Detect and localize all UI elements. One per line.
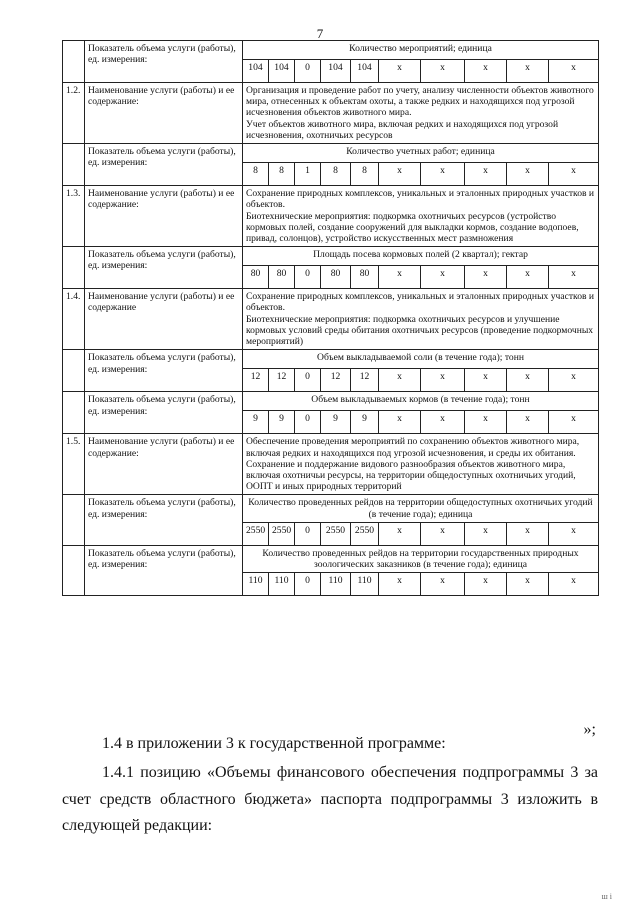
value-cell: x — [507, 411, 549, 434]
indicator-label: Показатель объема услуги (работы), ед. измерения: — [85, 247, 243, 289]
indicator-label: Показатель объема услуги (работы), ед. измерения: — [85, 392, 243, 434]
value-cell: 80 — [321, 266, 351, 289]
row-number-empty — [63, 350, 85, 392]
value-cell: x — [379, 411, 421, 434]
indicator-label: Показатель объема услуги (работы), ед. измерения: — [85, 350, 243, 392]
value-cell: x — [421, 411, 465, 434]
indicator-header: Количество учетных работ; единица — [243, 144, 599, 163]
indicator-label: Показатель объема услуги (работы), ед. измерения: — [85, 144, 243, 186]
value-cell: x — [421, 266, 465, 289]
indicator-label: Показатель объема услуги (работы), ед. измерения: — [85, 545, 243, 595]
value-cell: 12 — [321, 369, 351, 392]
service-name-row — [63, 83, 599, 144]
indicator-header: Площадь посева кормовых полей (2 квартал); гектар — [243, 247, 599, 266]
value-cell: 0 — [295, 411, 321, 434]
value-cell: 9 — [269, 411, 295, 434]
indicator-header: Объем выкладываемых кормов (в течение года); тонн — [243, 392, 599, 411]
value-cell: x — [549, 522, 599, 545]
indicator-label: Показатель объема услуги (работы), ед. измерения: — [85, 41, 243, 83]
value-cell: 104 — [243, 60, 269, 83]
row-number-empty — [63, 247, 85, 289]
paragraph-appendix-3: 1.4 в приложении 3 к государственной программе: — [102, 735, 446, 752]
value-cell: x — [379, 369, 421, 392]
row-number: 1.5. — [63, 434, 85, 495]
row-number-empty — [63, 392, 85, 434]
value-cell: x — [507, 522, 549, 545]
service-name-label: Наименование услуги (работы) и ее содержание — [85, 289, 243, 350]
value-cell: x — [465, 60, 507, 83]
service-volume-table — [62, 40, 599, 596]
footer-mark: ш і — [601, 892, 612, 901]
value-cell: 110 — [321, 573, 351, 596]
value-cell: x — [465, 266, 507, 289]
row-number — [63, 41, 85, 83]
value-cell: x — [549, 266, 599, 289]
service-content: Обеспечение проведения мероприятий по сохранению объектов животного мира, включая редких и находящихся под угрозой исчезновения, и среды их обитания. Сохранение и поддержание видового разнообразия объектов животного мира, включая охотничьи ресурсы, на территории общедоступных охотничьих угодий, ООПТ и иных природных территорий — [243, 434, 599, 495]
value-cell: 2550 — [243, 522, 269, 545]
value-cell: x — [507, 163, 549, 186]
indicator-header: Объем выкладываемой соли (в течение года); тонн — [243, 350, 599, 369]
value-cell: 2550 — [321, 522, 351, 545]
row-number: 1.2. — [63, 83, 85, 144]
row-number-empty — [63, 545, 85, 595]
value-cell: 104 — [321, 60, 351, 83]
value-cell: 80 — [243, 266, 269, 289]
value-cell: 80 — [269, 266, 295, 289]
value-cell: x — [379, 266, 421, 289]
value-cell: 8 — [269, 163, 295, 186]
value-cell: x — [465, 163, 507, 186]
indicator-header-row — [63, 144, 599, 163]
value-cell: x — [379, 522, 421, 545]
value-cell: 1 — [295, 163, 321, 186]
value-cell: 9 — [321, 411, 351, 434]
service-name-label: Наименование услуги (работы) и ее содержание: — [85, 83, 243, 144]
service-name-row — [63, 289, 599, 350]
value-cell: 2550 — [269, 522, 295, 545]
value-cell: 8 — [321, 163, 351, 186]
value-cell: 110 — [269, 573, 295, 596]
indicator-header-row — [63, 247, 599, 266]
value-cell: 0 — [295, 369, 321, 392]
service-content: Организация и проведение работ по учету, анализу численности объектов животного мира, отнесенных к объектам охоты, а также редких и находящихся под угрозой исчезновения объектов животного мира. Учет объектов животного мира, включая редких и находящихся под угрозой исчезновения, охотничьих ресурсов — [243, 83, 599, 144]
value-cell: 12 — [351, 369, 379, 392]
value-cell: x — [507, 60, 549, 83]
value-cell: 110 — [351, 573, 379, 596]
value-cell: 12 — [269, 369, 295, 392]
service-name-label: Наименование услуги (работы) и ее содержание: — [85, 434, 243, 495]
service-content: Сохранение природных комплексов, уникальных и эталонных природных участков и объектов. Биотехнические мероприятия: подкормка охотничьих ресурсов и улучшение кормовых условий среды обитания охотничьих ресурсов (проведение подкормочных мероприятий) — [243, 289, 599, 350]
service-name-row — [63, 186, 599, 247]
value-cell: 80 — [351, 266, 379, 289]
indicator-header: Количество проведенных рейдов на территории общедоступных охотничьих угодий (в течение года); единица — [243, 495, 599, 522]
value-cell: 9 — [243, 411, 269, 434]
value-cell: x — [507, 369, 549, 392]
value-cell: x — [465, 411, 507, 434]
service-content: Сохранение природных комплексов, уникальных и эталонных природных участков и объектов. Биотехнические мероприятия: подкормка охотничьих ресурсов (устройство кормовых полей, создание сооружений для выкладки кормов, создание водопоев, привад, солонцов), устройство искусственных мест размножения — [243, 186, 599, 247]
row-number-empty — [63, 144, 85, 186]
value-cell: x — [465, 573, 507, 596]
value-cell: 0 — [295, 266, 321, 289]
value-cell: x — [421, 522, 465, 545]
value-cell: 8 — [351, 163, 379, 186]
indicator-header-row — [63, 41, 599, 60]
value-cell: 0 — [295, 60, 321, 83]
value-cell: 9 — [351, 411, 379, 434]
row-number: 1.4. — [63, 289, 85, 350]
value-cell: x — [421, 573, 465, 596]
value-cell: 12 — [243, 369, 269, 392]
value-cell: x — [379, 60, 421, 83]
value-cell: x — [421, 163, 465, 186]
row-number-empty — [63, 495, 85, 545]
value-cell: x — [421, 369, 465, 392]
value-cell: x — [465, 522, 507, 545]
value-cell: x — [549, 163, 599, 186]
value-cell: x — [379, 573, 421, 596]
value-cell: 104 — [351, 60, 379, 83]
value-cell: 2550 — [351, 522, 379, 545]
value-cell: x — [507, 573, 549, 596]
value-cell: x — [549, 369, 599, 392]
row-number: 1.3. — [63, 186, 85, 247]
value-cell: 0 — [295, 522, 321, 545]
indicator-header: Количество мероприятий; единица — [243, 41, 599, 60]
value-cell: x — [549, 411, 599, 434]
value-cell: 110 — [243, 573, 269, 596]
indicator-header: Количество проведенных рейдов на территории государственных природных зоологических заказников (в течение года); единица — [243, 545, 599, 572]
value-cell: x — [465, 369, 507, 392]
paragraph-subprogram-3-financing: 1.4.1 позицию «Объемы финансового обеспечения подпрограммы 3 за счет средств областного бюджета» паспорта подпрограммы 3 изложить в следующей редакции: — [62, 764, 598, 835]
value-cell: 104 — [269, 60, 295, 83]
value-cell: 0 — [295, 573, 321, 596]
closing-quote-mark: »; — [583, 721, 596, 738]
indicator-header-row — [63, 545, 599, 572]
indicator-header-row — [63, 392, 599, 411]
value-cell: x — [421, 60, 465, 83]
value-cell: x — [379, 163, 421, 186]
page-number: 7 — [316, 26, 324, 41]
value-cell: 8 — [243, 163, 269, 186]
value-cell: x — [549, 60, 599, 83]
indicator-header-row — [63, 350, 599, 369]
indicator-header-row — [63, 495, 599, 522]
value-cell: x — [549, 573, 599, 596]
indicator-label: Показатель объема услуги (работы), ед. измерения: — [85, 495, 243, 545]
service-name-label: Наименование услуги (работы) и ее содержание: — [85, 186, 243, 247]
service-name-row — [63, 434, 599, 495]
value-cell: x — [507, 266, 549, 289]
